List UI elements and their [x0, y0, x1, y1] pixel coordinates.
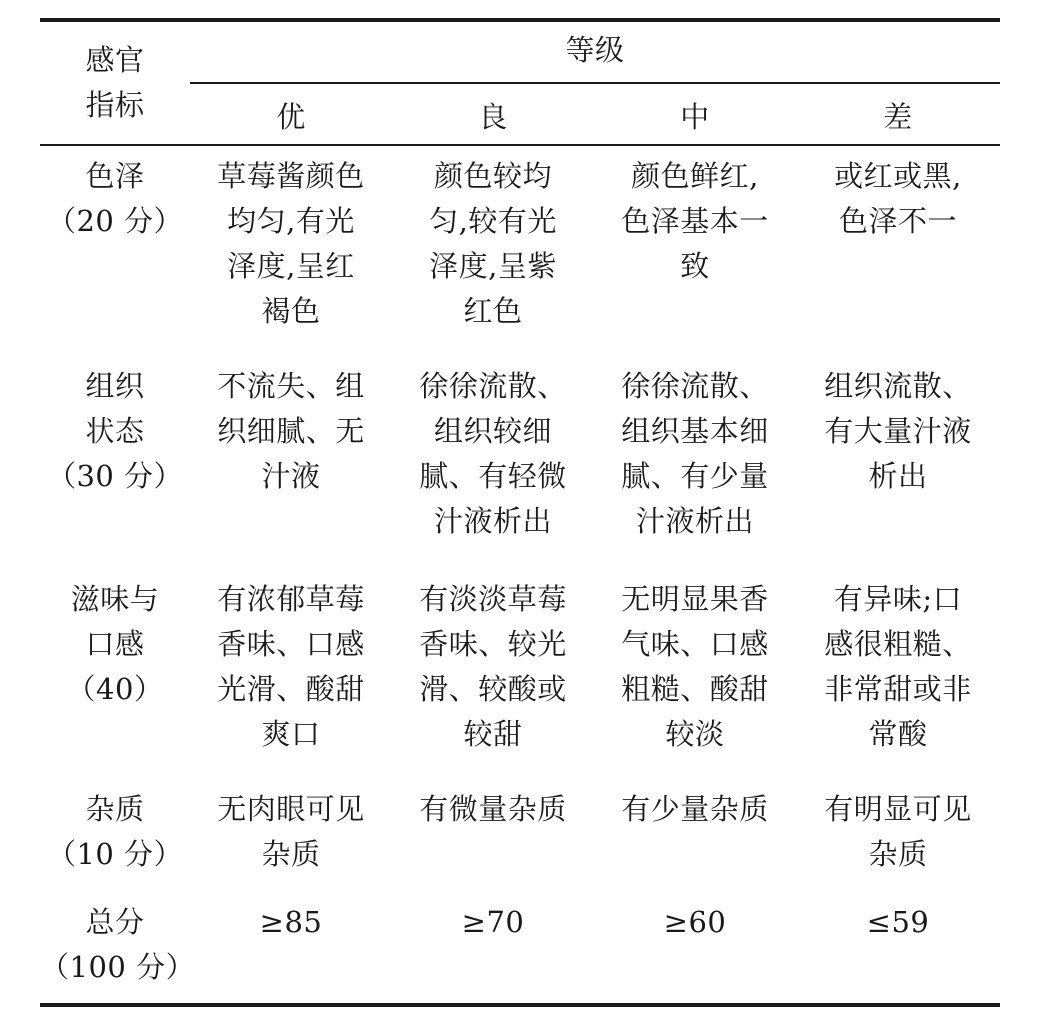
table-cell: ≥70	[461, 905, 525, 939]
table-cell: 有异味;口 感很粗糙、 非常甜或非 常酸	[824, 582, 972, 751]
table-cell: 徐徐流散、 组织较细 腻、有轻微 汁液析出	[419, 369, 567, 538]
row-metric-texture: 组织 状态 （30 分）	[46, 369, 184, 493]
table-bottom-rule	[40, 1003, 1000, 1007]
table-cell: 草莓酱颜色 均匀,有光 泽度,呈红 褐色	[217, 159, 365, 328]
header-bottom-rule	[40, 144, 1000, 146]
table-cell: 徐徐流散、 组织基本细 腻、有少量 汁液析出	[621, 369, 769, 538]
header-level-good: 良	[478, 100, 508, 134]
row-metric-taste: 滋味与 口感 （40）	[66, 582, 164, 706]
table-cell: 或红或黑, 色泽不一	[834, 159, 962, 238]
header-level-medium: 中	[680, 100, 710, 134]
table-cell: 无肉眼可见 杂质	[217, 792, 365, 871]
row-metric-color: 色泽 （20 分）	[46, 159, 184, 238]
table-cell: 有明显可见 杂质	[824, 792, 972, 871]
table-cell: 颜色鲜红, 色泽基本一 致	[621, 159, 769, 283]
header-grade: 等级	[565, 33, 625, 67]
grade-header-rule	[190, 82, 1000, 84]
header-level-poor: 差	[883, 100, 913, 134]
row-metric-impurity: 杂质 （10 分）	[46, 792, 184, 871]
table-cell: 有淡淡草莓 香味、较光 滑、较酸或 较甜	[419, 582, 567, 751]
table-top-rule	[40, 18, 1000, 22]
table-cell: 不流失、组 织细腻、无 汁液	[217, 369, 365, 493]
row-metric-total: 总分 （100 分）	[40, 905, 196, 984]
table-cell: 有微量杂质	[419, 792, 567, 826]
table-cell: ≤59	[866, 905, 930, 939]
table-cell: 颜色较均 匀,较有光 泽度,呈紫 红色	[429, 159, 557, 328]
table-cell: ≥60	[663, 905, 727, 939]
table-cell: 组织流散、 有大量汁液 析出	[824, 369, 972, 493]
header-metric: 感官 指标	[85, 43, 145, 122]
table-cell: 有浓郁草莓 香味、口感 光滑、酸甜 爽口	[217, 582, 365, 751]
table-cell: ≥85	[259, 905, 323, 939]
table-cell: 有少量杂质	[621, 792, 769, 826]
header-level-excellent: 优	[276, 100, 306, 134]
table-cell: 无明显果香 气味、口感 粗糙、酸甜 较淡	[621, 582, 769, 751]
